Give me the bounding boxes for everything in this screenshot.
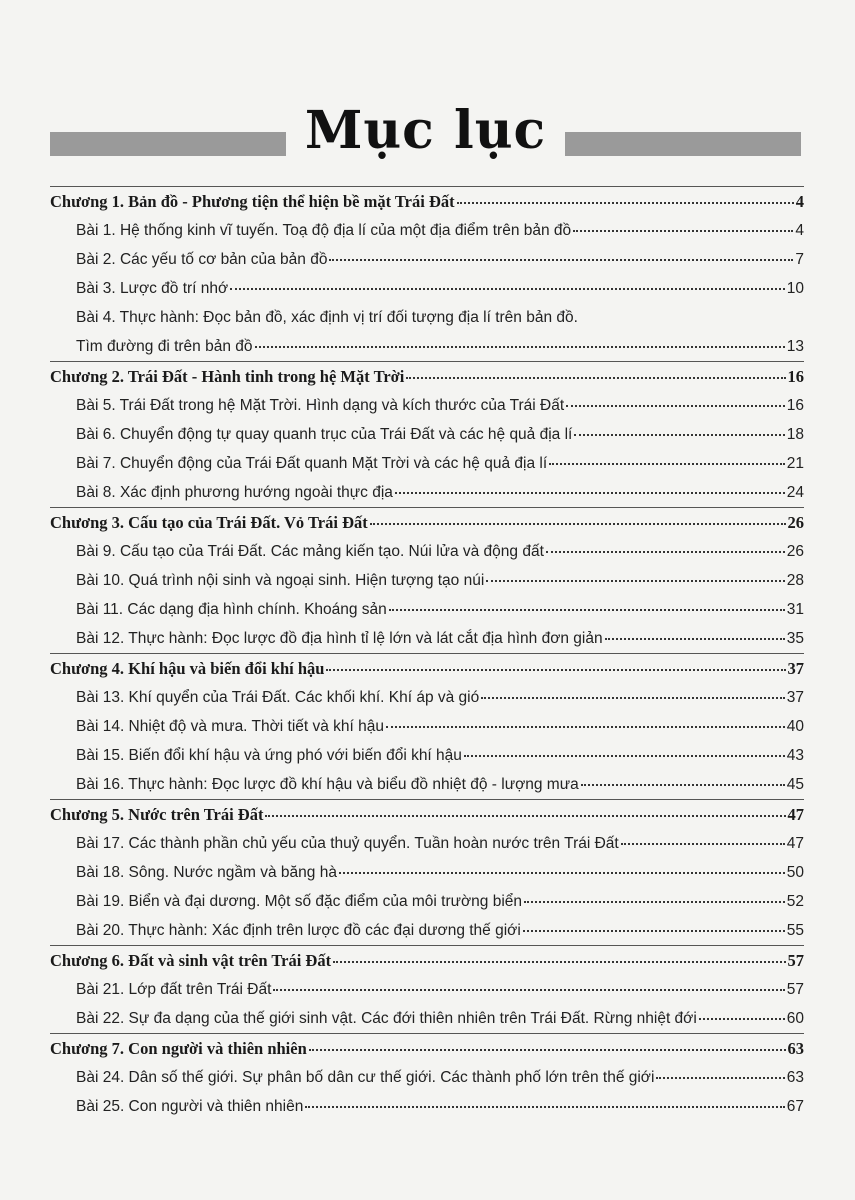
lesson-entry-page: 13 [786,338,804,355]
chapter-entry[interactable] [50,800,804,829]
chapter-entry[interactable] [50,654,804,683]
lesson-entry[interactable] [50,537,804,566]
leader-dots [389,608,785,611]
lesson-entry-page: 10 [786,280,804,297]
chapter-entry-title: Chương 1. Bản đồ - Phương tiện thể hiện bề mặt Trái Đất [50,192,455,211]
chapter-entry[interactable] [50,187,804,216]
leader-dots [230,287,785,290]
lesson-entry[interactable] [50,770,804,799]
lesson-entry-page: 35 [786,630,804,647]
chapter-entry-title: Chương 7. Con người và thiên nhiên [50,1039,307,1058]
chapter-entry-page: 4 [795,192,804,211]
chapter-entry[interactable] [50,362,804,391]
leader-dots [406,376,785,379]
leader-dots [326,668,785,671]
lesson-entry[interactable] [50,274,804,303]
lesson-entry-title: Bài 14. Nhiệt độ và mưa. Thời tiết và khí hậu [76,718,385,735]
lesson-entry-title: Tìm đường đi trên bản đồ [76,338,253,355]
lesson-entry-title: Bài 20. Thực hành: Xác định trên lược đồ các đại dương thế giới [76,922,521,939]
lesson-entry[interactable] [50,887,804,916]
lesson-entry-page: 45 [786,776,804,793]
lesson-entry-title: Bài 17. Các thành phần chủ yếu của thuỷ quyển. Tuần hoàn nước trên Trái Đất [76,835,619,852]
lesson-entry-page: 40 [786,718,804,735]
lesson-entry-page: 24 [786,484,804,501]
leader-dots [309,1048,786,1051]
lesson-entry[interactable] [50,332,804,361]
lesson-entry-title: Bài 9. Cấu tạo của Trái Đất. Các mảng kiến tạo. Núi lửa và động đất [76,543,544,560]
leader-dots [549,462,785,465]
leader-dots [329,258,793,261]
lesson-entry[interactable] [50,216,804,245]
lesson-entry-title: Bài 21. Lớp đất trên Trái Đất [76,981,272,998]
chapter-entry-page: 26 [787,513,804,532]
lesson-entry-title: Bài 10. Quá trình nội sinh và ngoại sinh. Hiện tượng tạo núi [76,572,485,589]
leader-dots [656,1076,784,1079]
leader-dots [699,1017,785,1020]
chapter-entry-page: 47 [787,805,804,824]
lesson-entry-page: 43 [786,747,804,764]
leader-dots [265,814,785,817]
lesson-entry[interactable] [50,1092,804,1121]
lesson-entry-page: 52 [786,893,804,910]
leader-dots [574,433,784,436]
page-title: Mục lục [304,100,547,161]
lesson-entry-title: Bài 2. Các yếu tố cơ bản của bản đồ [76,251,328,268]
lesson-entry-title: Bài 12. Thực hành: Đọc lược đồ địa hình tỉ lệ lớn và lát cắt địa hình đơn giản [76,630,603,647]
lesson-entry-page: 28 [786,572,804,589]
lesson-entry-page: 63 [786,1069,804,1086]
lesson-entry[interactable] [50,566,804,595]
leader-dots [273,988,784,991]
lesson-entry[interactable] [50,1004,804,1033]
lesson-entry-title: Bài 22. Sự đa dạng của thế giới sinh vật. Các đới thiên nhiên trên Trái Đất. Rừng nhiệt đới [76,1010,697,1027]
lesson-entry-title: Bài 18. Sông. Nước ngầm và băng hà [76,864,337,881]
lesson-entry-title: Bài 4. Thực hành: Đọc bản đồ, xác định vị trí đối tượng địa lí trên bản đồ. [76,309,578,326]
leader-dots [621,842,785,845]
lesson-entry-title: Bài 3. Lược đồ trí nhớ [76,280,229,297]
lesson-entry[interactable] [50,975,804,1004]
chapter-entry-page: 37 [787,659,804,678]
lesson-entry-title: Bài 11. Các dạng địa hình chính. Khoáng sản [76,601,387,618]
leader-dots [464,754,785,757]
lesson-entry[interactable] [50,303,804,332]
chapter-entry-title: Chương 4. Khí hậu và biến đổi khí hậu [50,659,325,678]
leader-dots [481,696,785,699]
leader-dots [255,345,785,348]
leader-dots [339,871,785,874]
leader-dots [573,229,793,232]
lesson-entry-title: Bài 5. Trái Đất trong hệ Mặt Trời. Hình dạng và kích thước của Trái Đất [76,397,565,414]
lesson-entry[interactable] [50,829,804,858]
leader-dots [457,201,794,204]
leader-dots [305,1105,784,1108]
lesson-entry-page: 57 [786,981,804,998]
lesson-entry-title: Bài 15. Biến đổi khí hậu và ứng phó với biến đổi khí hậu [76,747,462,764]
lesson-entry-page: 16 [786,397,804,414]
leader-dots [386,725,785,728]
lesson-entry-page: 55 [786,922,804,939]
lesson-entry-page: 21 [786,455,804,472]
leader-dots [605,637,785,640]
lesson-entry-title: Bài 7. Chuyển động của Trái Đất quanh Mặt Trời và các hệ quả địa lí [76,455,548,472]
lesson-entry-page: 50 [786,864,804,881]
lesson-entry-title: Bài 13. Khí quyển của Trái Đất. Các khối khí. Khí áp và gió [76,689,480,706]
lesson-entry[interactable] [50,478,804,507]
leader-dots [524,900,785,903]
leader-dots [523,929,785,932]
lesson-entry-page: 60 [786,1010,804,1027]
lesson-entry-page: 26 [786,543,804,560]
lesson-entry[interactable] [50,1063,804,1092]
chapter-entry[interactable] [50,946,804,975]
lesson-entry-page: 37 [786,689,804,706]
lesson-entry-page: 18 [786,426,804,443]
lesson-entry[interactable] [50,624,804,653]
lesson-entry-page: 4 [795,222,804,239]
chapter-entry-page: 57 [787,951,804,970]
title-block [50,102,801,172]
lesson-entry[interactable] [50,420,804,449]
lesson-entry-page: 31 [786,601,804,618]
chapter-entry[interactable] [50,508,804,537]
lesson-entry[interactable] [50,712,804,741]
leader-dots [370,522,786,525]
chapter-entry[interactable] [50,1034,804,1063]
chapter-entry-title: Chương 2. Trái Đất - Hành tinh trong hệ Mặt Trời [50,367,405,386]
leader-dots [566,404,785,407]
lesson-entry-page: 7 [795,251,804,268]
chapter-entry-page: 16 [787,367,804,386]
chapter-entry-title: Chương 5. Nước trên Trái Đất [50,805,264,824]
lesson-entry-title: Bài 1. Hệ thống kinh vĩ tuyến. Toạ độ địa lí của một địa điểm trên bản đồ [76,222,572,239]
leader-dots [395,491,785,494]
lesson-entry[interactable] [50,741,804,770]
leader-dots [581,783,785,786]
lesson-entry-title: Bài 8. Xác định phương hướng ngoài thực địa [76,484,393,501]
lesson-entry[interactable] [50,683,804,712]
lesson-entry[interactable] [50,858,804,887]
lesson-entry[interactable] [50,391,804,420]
chapter-entry-title: Chương 3. Cấu tạo của Trái Đất. Vỏ Trái Đất [50,513,368,532]
chapter-entry-title: Chương 6. Đất và sinh vật trên Trái Đất [50,951,332,970]
lesson-entry[interactable] [50,245,804,274]
leader-dots [546,550,785,553]
lesson-entry-title: Bài 16. Thực hành: Đọc lược đồ khí hậu và biểu đồ nhiệt độ - lượng mưa [76,776,579,793]
lesson-entry-title: Bài 19. Biển và đại dương. Một số đặc điểm của môi trường biển [76,893,523,910]
lesson-entry-title: Bài 6. Chuyển động tự quay quanh trục của Trái Đất và các hệ quả địa lí [76,426,573,443]
lesson-entry[interactable] [50,916,804,945]
lesson-entry-page: 47 [786,835,804,852]
lesson-entry-title: Bài 25. Con người và thiên nhiên [76,1098,304,1115]
chapter-entry-page: 63 [787,1039,804,1058]
lesson-entry[interactable] [50,595,804,624]
table-of-contents [50,186,804,1121]
lesson-entry-page: 67 [786,1098,804,1115]
lesson-entry[interactable] [50,449,804,478]
lesson-entry-title: Bài 24. Dân số thế giới. Sự phân bố dân cư thế giới. Các thành phố lớn trên thế giới [76,1069,655,1086]
leader-dots [486,579,784,582]
leader-dots [333,960,785,963]
